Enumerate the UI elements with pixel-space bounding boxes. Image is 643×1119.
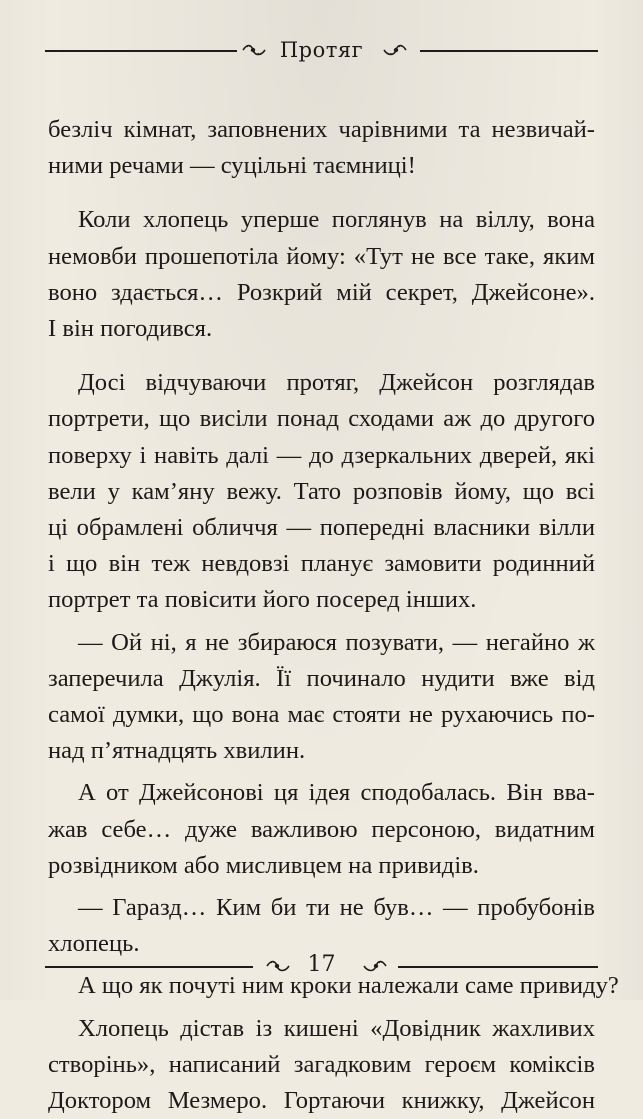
text-line: А от Джейсонові ця ідея сподобалась. Він вва- (78, 779, 595, 807)
text-line: Хлопець дістав із кишені «Довідник жахливих (78, 1014, 595, 1042)
text-line: створінь», написаний загадковим героєм коміксів (48, 1050, 595, 1078)
paragraph (48, 625, 595, 770)
text-line: Досі відчуваючи протяг, Джейсон розглядав (78, 369, 595, 397)
text-line: воно здається… Розкрий мій секрет, Джейсоне». (48, 278, 595, 306)
page-number: 17 (307, 952, 336, 977)
paragraph (48, 1011, 595, 1119)
text-line: над п’ятнадцять хвилин. (48, 737, 306, 765)
paragraph (48, 775, 595, 884)
flourish-ornament-icon (362, 958, 388, 974)
running-header (45, 30, 598, 70)
paragraph (48, 202, 595, 347)
text-line: самої думки, що вона має стояти не рухаючись по- (48, 701, 595, 729)
text-line: Доктором Мезмеро. Гортаючи книжку, Джейсон (48, 1087, 595, 1115)
text-line: немовби прошепотіла йому: «Тут не все таке, яким (48, 242, 595, 270)
text-line: і що він теж невдовзі планує замовити родинний (48, 550, 595, 578)
text-line: безліч кімнат, заповнених чарівними та незвичай- (48, 116, 595, 143)
text-line: поверху і навіть далі — до дзеркальних дверей, які (48, 441, 595, 469)
text-line: портрет та повісити його посеред інших. (48, 586, 477, 614)
running-footer (45, 948, 598, 984)
running-title: Протяг (279, 38, 364, 62)
text-line: А що як почуті ним кроки належали саме привиду? (78, 972, 619, 1000)
text-line: портрети, що висіли понад сходами аж до другого (48, 405, 595, 433)
text-line: вели у кам’яну вежу. Тато розповів йому, що всі (48, 477, 595, 505)
flourish-ornament-icon (382, 42, 408, 58)
text-line: — Гаразд… Ким би ти не був… — пробубонів (78, 894, 595, 922)
text-line: Коли хлопець уперше поглянув на віллу, вона (78, 206, 595, 234)
paragraph (48, 112, 595, 184)
text-line: хлопець. (48, 930, 140, 958)
text-line: жав себе… дуже важливою персоною, видатним (48, 815, 595, 843)
text-line: — Ой ні, я не збираюся позувати, — негайно ж (78, 628, 595, 656)
paragraph (48, 365, 595, 618)
text-line: І він погодився. (48, 315, 213, 343)
text-line: заперечила Джулія. Її починало нудити вже від (48, 664, 595, 692)
footer-rule-right (398, 966, 598, 968)
text-line: ними речами — суцільні таємниці! (48, 152, 416, 180)
text-line: ці обрамлені обличчя — попередні власники вілли (48, 514, 595, 542)
text-line: розвідником або мисливцем на привидів. (48, 851, 479, 879)
header-rule-right (420, 50, 598, 52)
